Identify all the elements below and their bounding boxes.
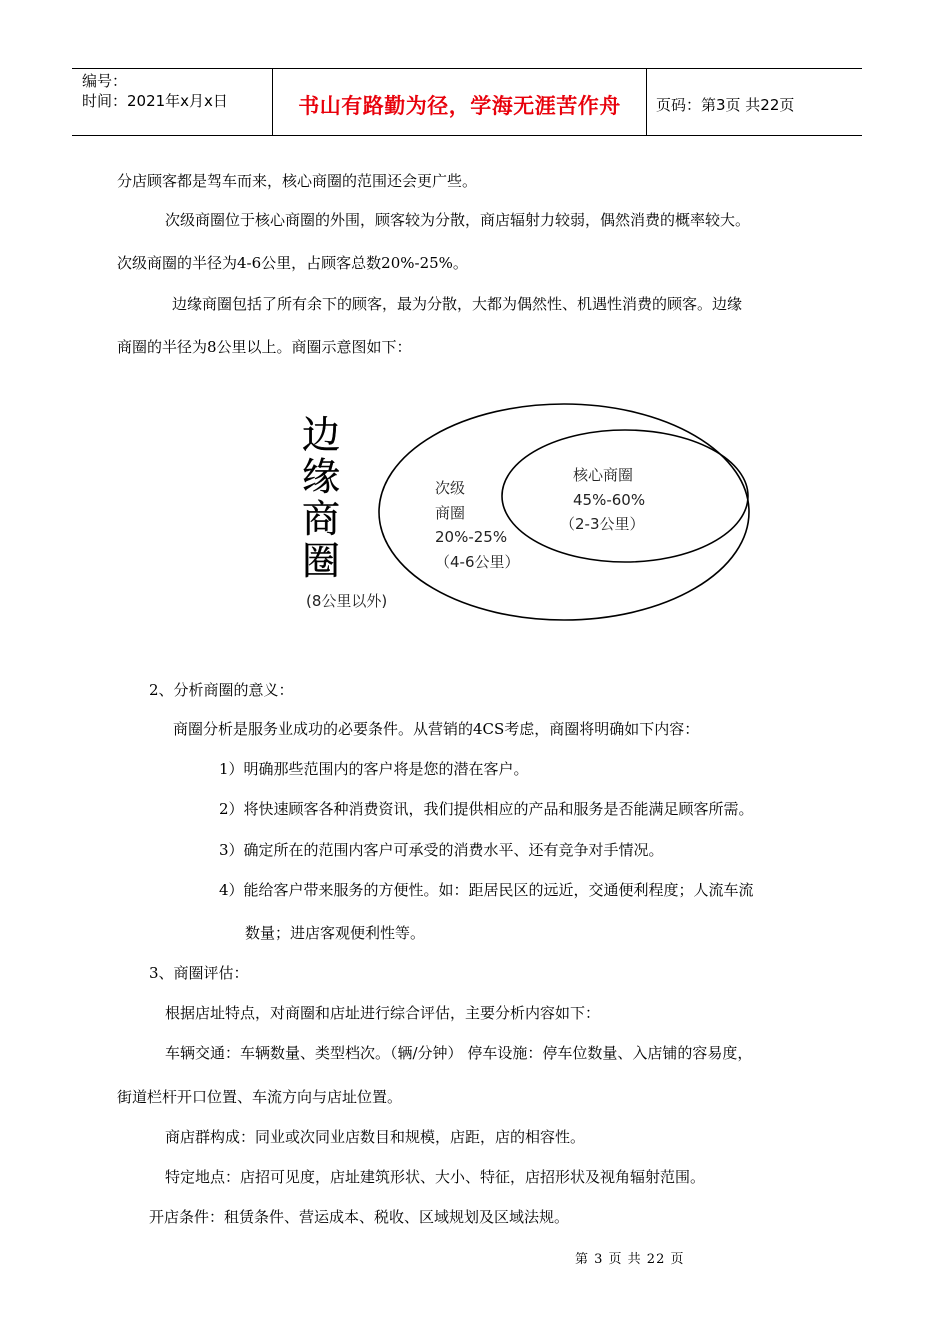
section-heading: 3、商圈评估： (149, 964, 249, 982)
core-range: （2-3公里） (560, 515, 645, 533)
document-number-label: 编号： (82, 72, 128, 90)
outer-label-char: 圈 (302, 539, 341, 583)
section-heading: 2、分析商圈的意义： (149, 681, 294, 699)
paragraph: 特定地点：店招可见度，店址建筑形状、大小、特征，店招形状及视角辐射范围。 (165, 1168, 706, 1186)
paragraph: 次级商圈的半径为4-6公里，占顾客总数20%-25%。 (117, 254, 468, 272)
paragraph: 商店群构成：同业或次同业店数目和规模，店距，店的相容性。 (165, 1128, 586, 1146)
list-item: 4）能给客户带来服务的方便性。如：距居民区的远近，交通便利程度；人流车流 (219, 881, 754, 899)
header-motto: 书山有路勤为径，学海无涯苦作舟 (298, 94, 621, 118)
header-page-number: 页码：第3页 共22页 (656, 96, 795, 114)
paragraph: 边缘商圈包括了所有余下的顾客，最为分散，大都为偶然性、机遇性消费的顾客。边缘 (172, 295, 743, 313)
paragraph: 车辆交通：车辆数量、类型档次。（辆/分钟） 停车设施：停车位数量、入店铺的容易度， (165, 1044, 753, 1062)
paragraph: 商圈分析是服务业成功的必要条件。从营销的4CS考虑，商圈将明确如下内容： (173, 720, 700, 738)
middle-label: 商圈 (435, 504, 466, 522)
middle-label: 次级 (435, 479, 466, 497)
page-footer: 第 3 页 共 22 页 (575, 1252, 685, 1267)
list-item-continuation: 数量；进店客观便利性等。 (245, 924, 426, 942)
paragraph: 分店顾客都是驾车而来，核心商圈的范围还会更广些。 (117, 172, 478, 190)
outer-label-char: 缘 (302, 455, 341, 499)
outer-label-char: 边 (302, 413, 341, 457)
middle-percent: 20%-25% (435, 528, 508, 546)
paragraph: 商圈的半径为8公里以上。商圈示意图如下： (117, 338, 412, 356)
trade-area-svg (290, 400, 760, 625)
core-percent: 45%-60% (573, 491, 646, 509)
document-time-label: 时间：2021年x月x日 (82, 92, 228, 110)
outer-label-char: 商 (302, 497, 341, 541)
header-divider (646, 69, 647, 135)
middle-range: （4-6公里） (435, 553, 520, 571)
paragraph: 街道栏杆开口位置、车流方向与店址位置。 (117, 1088, 403, 1106)
list-item: 1）明确那些范围内的客户将是您的潜在客户。 (219, 760, 529, 778)
paragraph: 次级商圈位于核心商圈的外围，顾客较为分散，商店辐射力较弱，偶然消费的概率较大。 (165, 211, 751, 229)
core-label: 核心商圈 (573, 466, 634, 484)
outer-range-label: (8公里以外) (306, 592, 388, 610)
page-header (72, 68, 862, 136)
trade-area-diagram (290, 400, 760, 625)
list-item: 3）确定所在的范围内客户可承受的消费水平、还有竞争对手情况。 (219, 841, 664, 859)
header-meta (82, 71, 228, 111)
paragraph: 根据店址特点，对商圈和店址进行综合评估，主要分析内容如下： (165, 1004, 601, 1022)
list-item: 2）将快速顾客各种消费资讯，我们提供相应的产品和服务是否能满足顾客所需。 (219, 800, 754, 818)
paragraph: 开店条件：租赁条件、营运成本、税收、区域规划及区域法规。 (149, 1208, 570, 1226)
